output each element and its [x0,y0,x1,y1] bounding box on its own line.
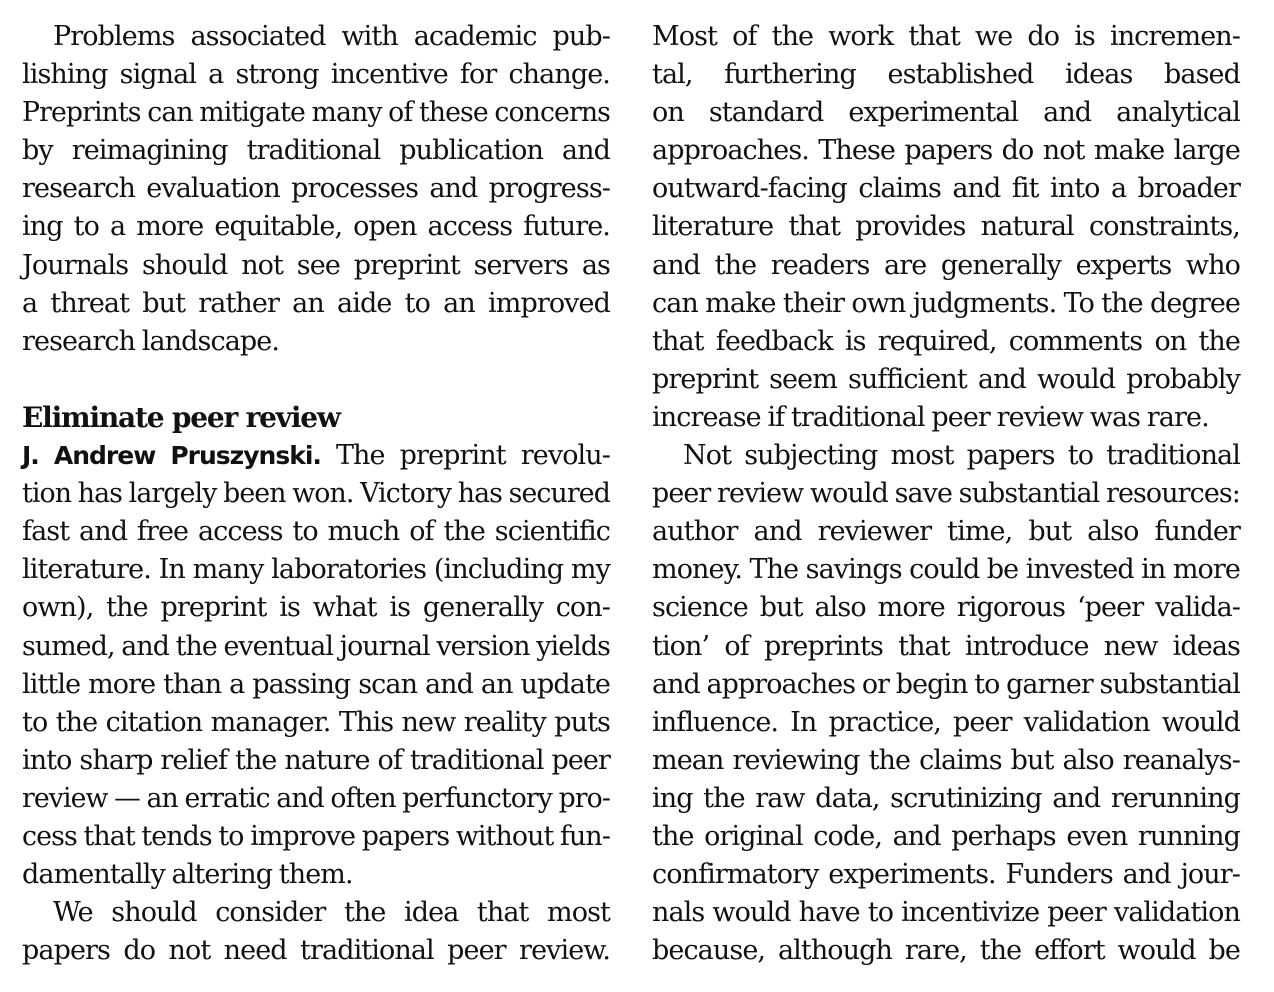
text-line: can make their own judgments. To the degree [652,287,1240,319]
text-line: Preprints can mitigate many of these concerns [22,97,610,129]
text-line: on standard experimental and analytical [652,97,1240,129]
text-line: Problems associated with academic pub- [53,21,610,52]
text-line: Not subjecting most papers to traditional [683,440,1240,472]
text-line: research evaluation processes and progress- [22,173,610,205]
text-line: preprint seem sufficient and would probably [652,363,1240,395]
text-line: Journals should not see preprint servers as [22,249,610,281]
text-line: review — an erratic and often perfunctory pro- [22,782,611,814]
text-line: outward-facing claims and fit into a broader [652,173,1240,205]
text-line: influence. In practice, peer validation would [652,706,1240,738]
text-line: literature that provides natural constraints, [652,211,1240,243]
text-line: tion has largely been won. Victory has secured [22,478,611,510]
text-line: tion’ of preprints that introduce new ideas [652,630,1240,662]
text-line: tal, furthering established ideas based [652,59,1240,91]
text-line: confirmatory experiments. Funders and jour- [652,859,1240,891]
lead-text: The preprint revolu- [320,440,610,472]
right-paragraph-2 [652,437,1240,970]
text-line: a threat but rather an aide to an improved [22,287,610,319]
text-line: fast and free access to much of the scientific [22,516,610,548]
text-line: the original code, and perhaps even running [652,820,1240,852]
right-paragraph-1 [652,18,1240,437]
text-line: author and reviewer time, but also funder [652,516,1240,548]
intro-paragraph [22,18,610,361]
text-line: that feedback is required, comments on the [652,325,1240,357]
text-line: science but also more rigorous ‘peer valida- [652,592,1240,624]
left-column [22,18,610,970]
text-line: literature. In many laboratories (including my [22,554,610,586]
text-line: into sharp relief the nature of traditional peer [22,744,610,776]
text-line: mean reviewing the claims but also reanalys- [652,744,1240,776]
text-line: nals would have to incentivize peer validation [652,897,1240,929]
section-heading: Eliminate peer review [22,400,340,434]
text-line: approaches. These papers do not make large [652,135,1240,167]
text-line: own), the preprint is what is generally con- [22,592,610,624]
text-line: money. The savings could be invested in more [652,554,1240,586]
text-line: damentally altering them. [22,859,353,891]
text-line: cess that tends to improve papers without fun- [22,820,610,852]
text-line: little more than a passing scan and an update [22,668,610,700]
text-line: and the readers are generally experts who [652,249,1240,281]
text-line: by reimagining traditional publication and [22,135,610,167]
text-line: We should consider the idea that most [53,897,610,929]
section-paragraph-1 [22,437,610,894]
text-line: Most of the work that we do is incremen- [652,21,1240,52]
text-line: papers do not need traditional peer review. [22,935,610,967]
text-line: ing to a more equitable, open access future. [22,211,610,243]
section-paragraph-2 [22,894,610,970]
text-line: ing the raw data, scrutinizing and rerunning [652,782,1240,814]
author-lead-line [22,437,610,475]
text-line: increase if traditional peer review was rare. [652,401,1209,433]
text-line: because, although rare, the effort would be [652,935,1240,967]
text-line: research landscape. [22,325,280,357]
text-line: sumed, and the eventual journal version yields [22,630,610,662]
text-line: and approaches or begin to garner substantial [652,668,1241,700]
text-line: lishing signal a strong incentive for change. [22,59,610,91]
section-spacer [22,361,610,399]
right-column [652,18,1240,970]
text-line: to the citation manager. This new reality puts [22,706,610,738]
text-line: peer review would save substantial resources: [652,478,1240,510]
author-name: J. Andrew Pruszynski. [22,441,321,471]
section-eliminate-peer-review [22,399,610,970]
